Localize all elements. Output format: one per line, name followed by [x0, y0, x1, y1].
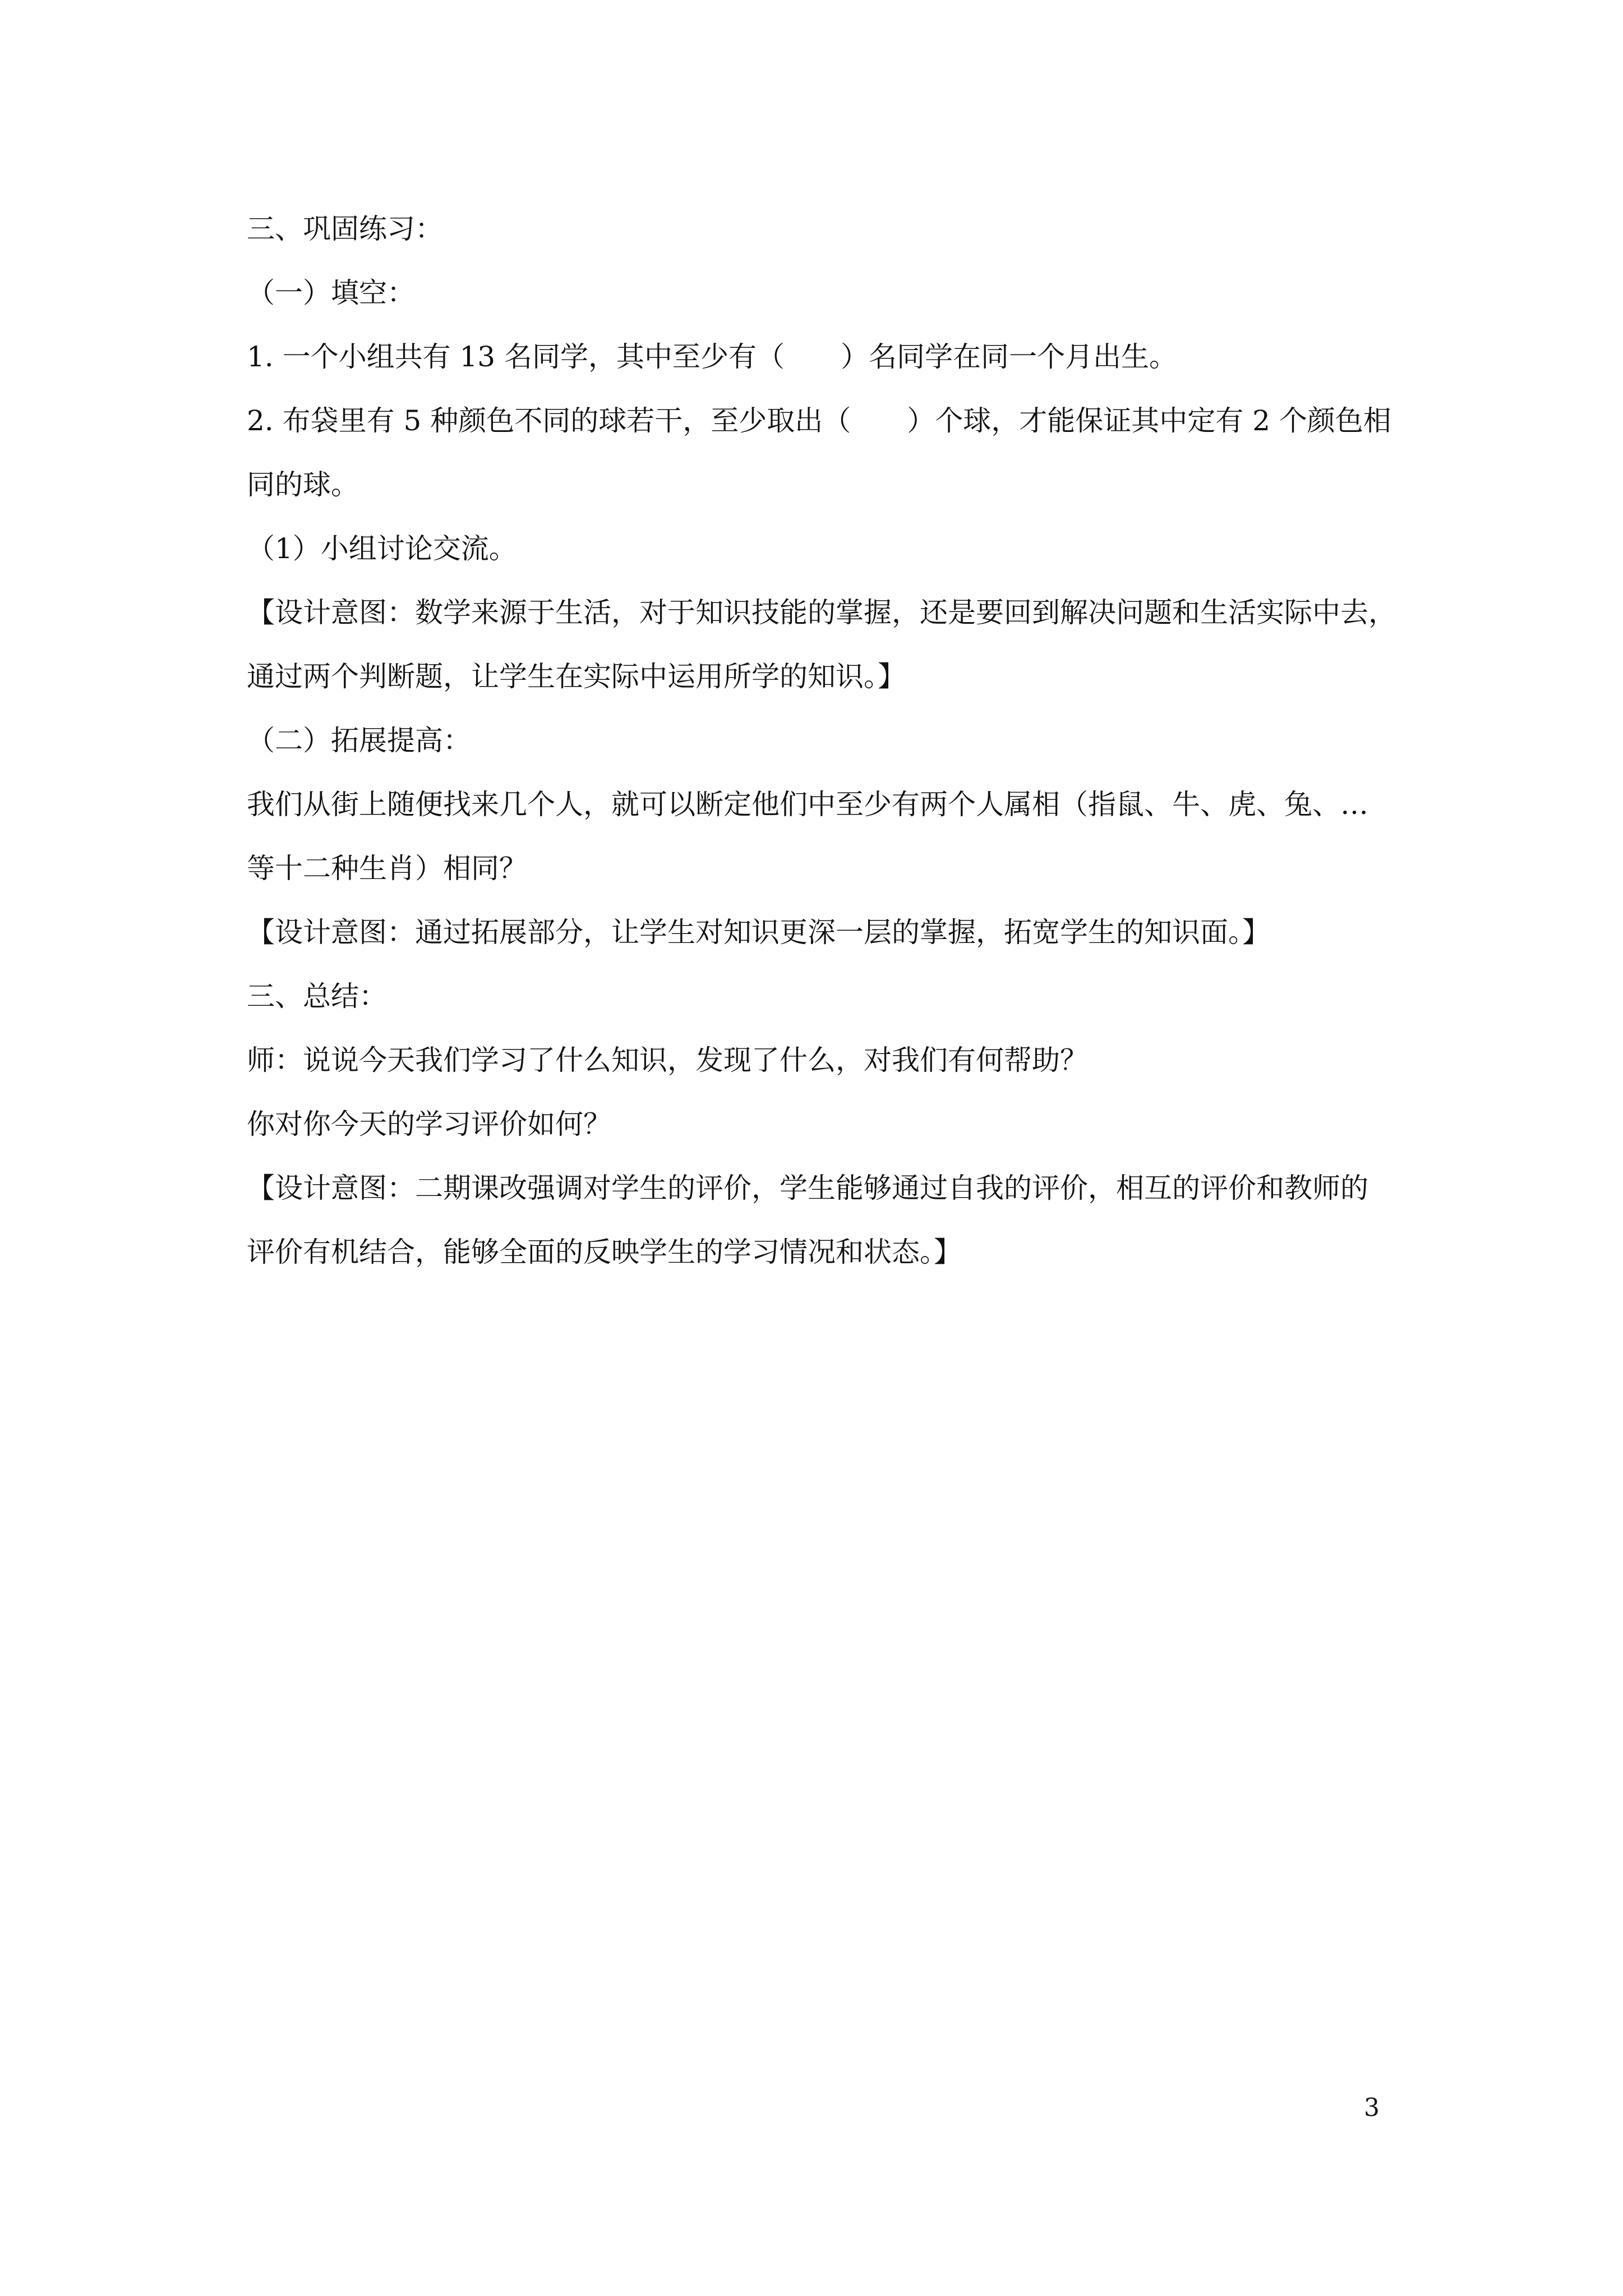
question-2-line-1: 2. 布袋里有 5 种颜色不同的球若干，至少取出（ ）个球，才能保证其中定有 2 个颜色相	[247, 404, 1391, 437]
design-intent-3-line-1: 【设计意图：二期课改强调对学生的评价，学生能够通过自我的评价，相互的评价和教师的	[247, 1172, 1368, 1204]
subsection-heading-extension: （二）拓展提高：	[247, 724, 471, 757]
group-discussion: （1）小组讨论交流。	[247, 532, 517, 565]
subsection-heading-fill-blank: （一）填空：	[247, 277, 415, 309]
design-intent-2: 【设计意图：通过拓展部分，让学生对知识更深一层的掌握，拓宽学生的知识面。】	[247, 916, 1270, 949]
teacher-prompt: 师：说说今天我们学习了什么知识，发现了什么，对我们有何帮助？	[247, 1044, 1088, 1076]
page-number: 3	[1364, 2093, 1380, 2122]
design-intent-1-line-2: 通过两个判断题，让学生在实际中运用所学的知识。】	[247, 660, 906, 693]
question-1: 1. 一个小组共有 13 名同学，其中至少有（ ）名同学在同一个月出生。	[247, 341, 1178, 373]
self-evaluation-prompt: 你对你今天的学习评价如何？	[247, 1108, 611, 1140]
extension-question-line-1: 我们从街上随便找来几个人，就可以断定他们中至少有两个人属相（指鼠、牛、虎、兔、…	[247, 788, 1368, 821]
document-body	[247, 208, 1402, 1295]
design-intent-3-line-2: 评价有机结合，能够全面的反映学生的学习情况和状态。】	[247, 1236, 962, 1268]
extension-question-line-2: 等十二种生肖）相同？	[247, 852, 527, 885]
section-heading-consolidation: 三、巩固练习：	[247, 213, 443, 245]
design-intent-1-line-1: 【设计意图：数学来源于生活，对于知识技能的掌握，还是要回到解决问题和生活实际中去，	[247, 596, 1396, 629]
question-2-line-2: 同的球。	[247, 468, 359, 501]
section-heading-summary: 三、总结：	[247, 980, 387, 1013]
